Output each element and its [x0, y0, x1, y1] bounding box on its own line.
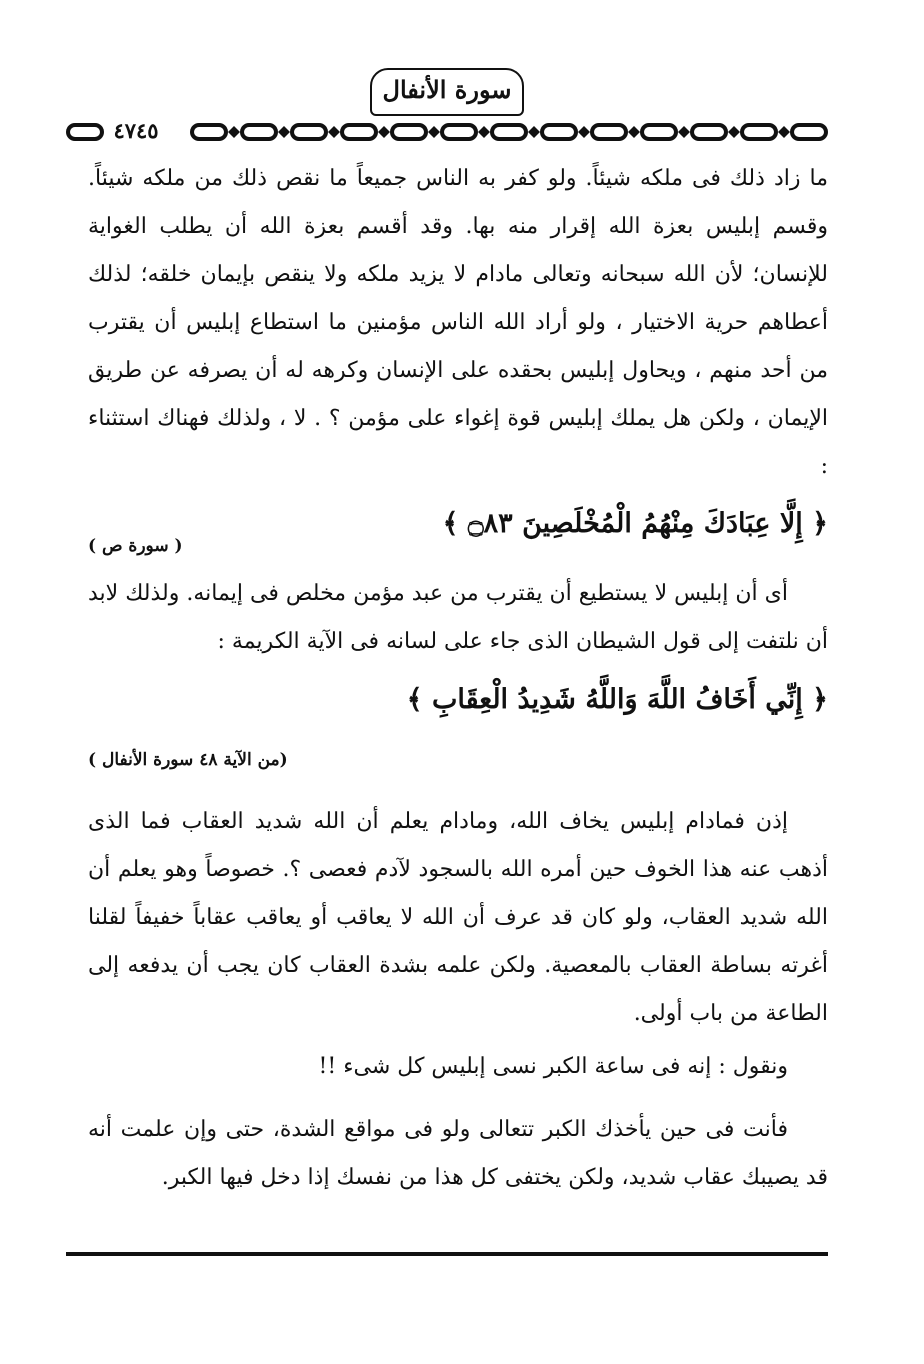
surah-title-cartouche [370, 68, 524, 116]
paragraph-2: أى أن إبليس لا يستطيع أن يقترب من عبد مؤمن مخلص فى إيمانه. ولذلك لابد أن نلتفت إلى قول الشيطان الذى جاء على لسانه فى الآية الكريمة : [88, 581, 828, 654]
bottom-rule [66, 1252, 828, 1256]
paragraph-4: ونقول : إنه فى ساعة الكبر نسى إبليس كل شىء !! [318, 1054, 788, 1079]
ornamental-border [62, 122, 832, 142]
paragraph-1: ما زاد ذلك فى ملكه شيئاً. ولو كفر به الناس جميعاً ما نقص ذلك من ملكه شيئاً. وقسم إبليس بعزة الله إقرار منه بها. وقد أقسم بعزة الله أن يطلب الغواية للإنسان؛ لأن الله سبحانه وتعالى مادام لا يزيد ملكه ولا ينقص بإيمان خلقه؛ لذلك أعطاهم حرية الاختيار ، ولو أراد الله الناس مؤمنين ما استطاع إبليس أن يقترب من أحد منهم ، ويحاول إبليس بحقده على الإنسان وكرهه له أن يصرفه عن طريق الإيمان ، ولكن هل يملك إبليس قوة إغواء على مؤمن ؟ . لا ، ولذلك فهناك استثناء : [88, 166, 828, 479]
paragraph-5: فأنت فى حين يأخذك الكبر تتعالى ولو فى مواقع الشدة، حتى وإن علمت أنه قد يصيبك عقاب شديد، ولكن يختفى كل هذا من نفسك إذا دخل فيها الكبر. [88, 1117, 828, 1190]
quran-verse-2: ﴿ إِنِّي أَخَافُ اللَّهَ وَاللَّهُ شَدِيدُ الْعِقَابِ ﴾ [406, 684, 828, 715]
paragraph-3: إذن فمادام إبليس يخاف الله، ومادام يعلم أن الله شديد العقاب فما الذى أذهب عنه هذا الخوف حين أمره الله بالسجود لآدم فعصى ؟. خصوصاً وهو يعلم أن الله شديد العقاب، ولو كان قد عرف أن الله لا يعاقب أو يعاقب عقاباً خفيفاً لقلنا أغرته بساطة العقاب بالمعصية. ولكن علمه بشدة العقاب كان يجب أن يدفعه إلى الطاعة من باب أولى. [88, 809, 828, 1026]
page-number: ٤٧٤٥ [105, 117, 167, 145]
surah-title: سورة الأنفال [382, 75, 512, 104]
quran-verse-1: ﴿ إِلَّا عِبَادَكَ مِنْهُمُ الْمُخْلَصِينَ ۝٨٣ ﴾ [442, 508, 828, 539]
verse-1-reference: ( سورة ص ) [88, 536, 183, 556]
verse-2-reference: (من الآية ٤٨ سورة الأنفال ) [88, 750, 288, 770]
